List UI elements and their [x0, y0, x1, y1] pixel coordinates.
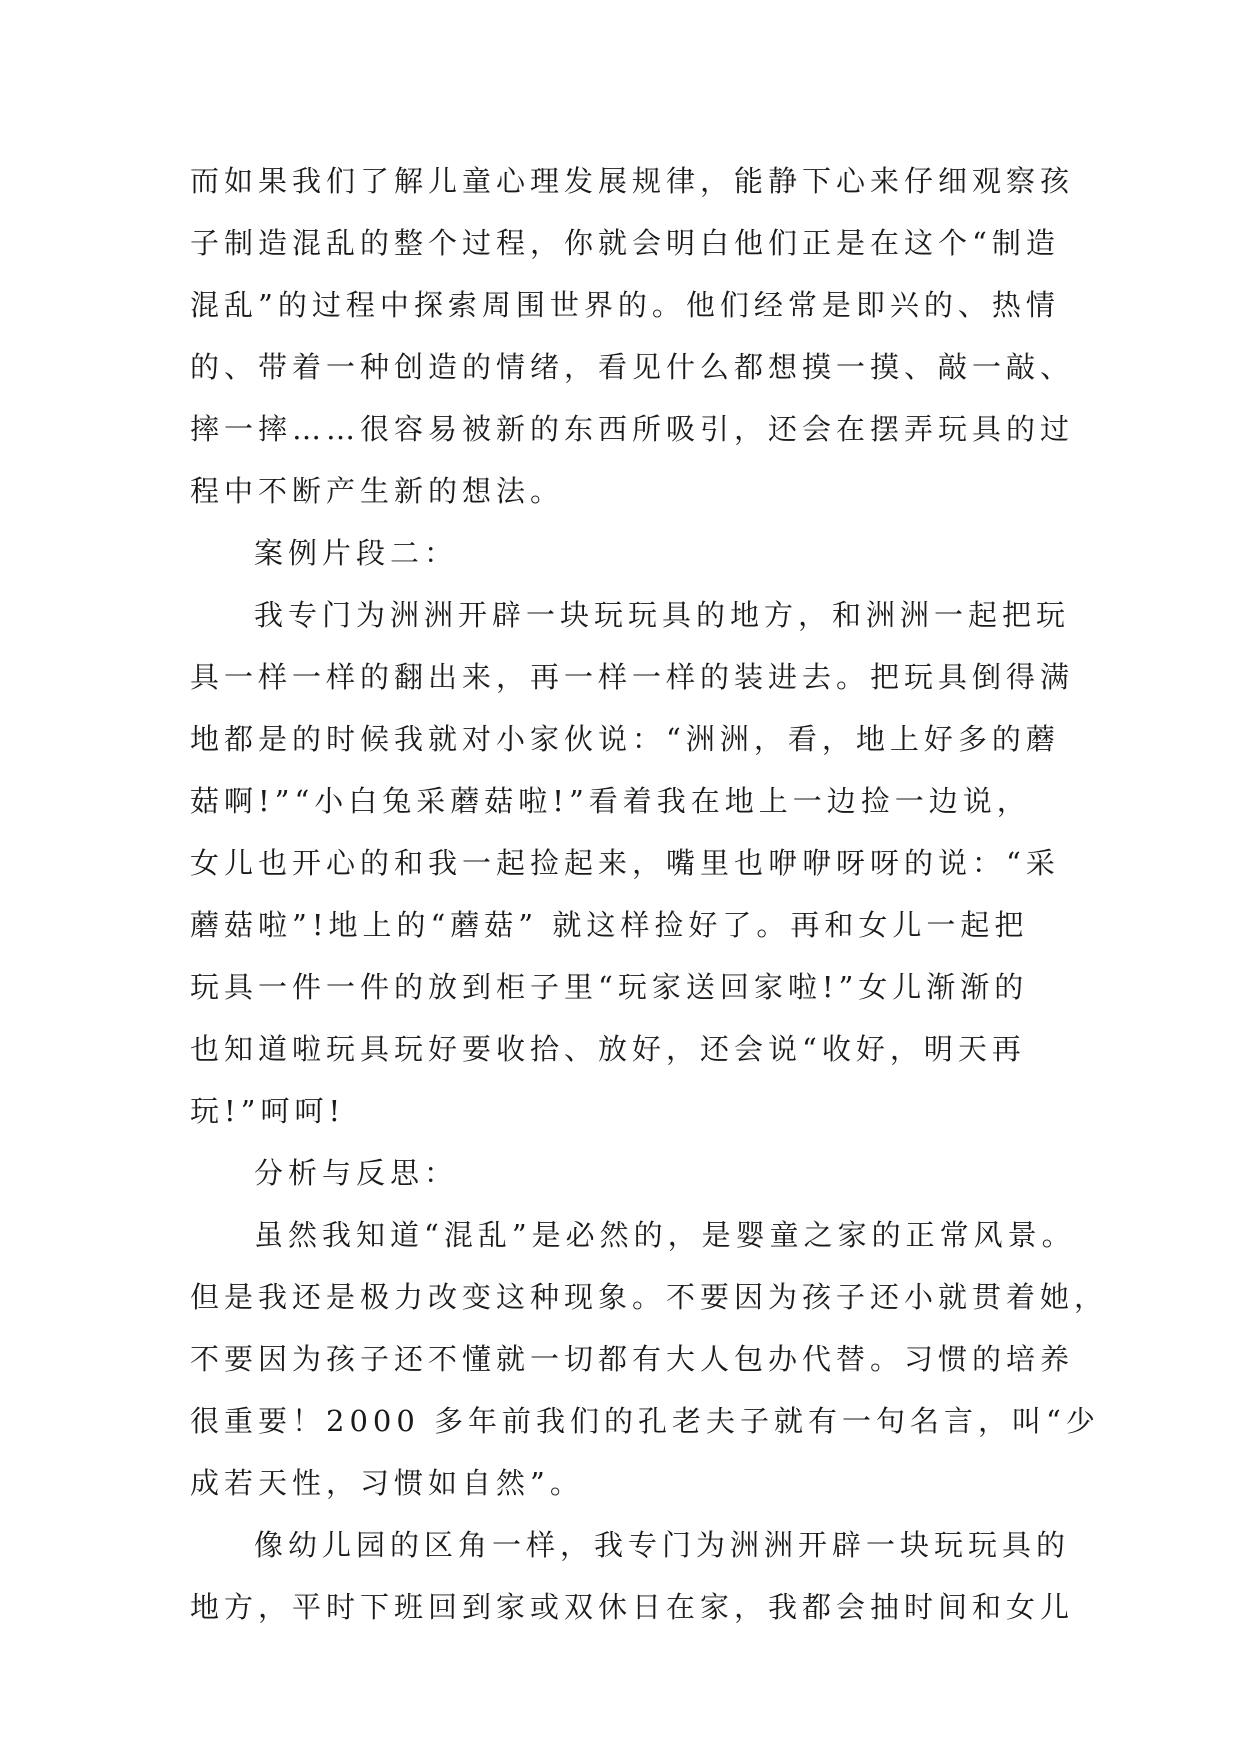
paragraph-line: 不要因为孩子还不懂就一切都有大人包办代替。习惯的培养	[190, 1342, 1075, 1376]
section-heading: 分析与反思：	[254, 1156, 459, 1190]
paragraph-line: 的、带着一种创造的情绪，看见什么都想摸一摸、敲一敲、	[190, 350, 1075, 384]
paragraph-line: 我专门为洲洲开辟一块玩玩具的地方，和洲洲一起把玩	[254, 598, 1071, 632]
paragraph-line: 摔一摔……很容易被新的东西所吸引，还会在摆弄玩具的过	[190, 412, 1075, 446]
paragraph-line: 虽然我知道“混乱”是必然的，是婴童之家的正常风景。	[254, 1218, 1076, 1252]
paragraph-line: 但是我还是极力改变这种现象。不要因为孩子还小就贯着她，	[190, 1280, 1109, 1314]
paragraph-line: 像幼儿园的区角一样，我专门为洲洲开辟一块玩玩具的	[254, 1528, 1071, 1562]
paragraph-line: 具一样一样的翻出来，再一样一样的装进去。把玩具倒得满	[190, 660, 1075, 694]
paragraph-line: 地方，平时下班回到家或双休日在家，我都会抽时间和女儿	[190, 1590, 1075, 1624]
paragraph-line: 成若天性，习惯如自然”。	[190, 1466, 584, 1500]
paragraph-line: 玩!”呵呵!	[190, 1094, 346, 1128]
paragraph-line: 玩具一件一件的放到柜子里“玩家送回家啦!”女儿渐渐的	[190, 970, 1029, 1004]
paragraph-line: 子制造混乱的整个过程，你就会明白他们正是在这个“制造	[190, 226, 1060, 260]
section-heading: 案例片段二：	[254, 536, 459, 570]
paragraph-line: 菇啊!”“小白兔采蘑菇啦!”看着我在地上一边捡一边说，	[190, 784, 1031, 818]
body-text	[190, 150, 1109, 1638]
paragraph-line: 女儿也开心的和我一起捡起来，嘴里也咿咿呀呀的说：“采	[190, 846, 1060, 880]
paragraph-line: 很重要！2000 多年前我们的孔老夫子就有一句名言，叫“少	[190, 1404, 1100, 1438]
paragraph-line: 也知道啦玩具玩好要收拾、放好，还会说“收好，明天再	[190, 1032, 1026, 1066]
paragraph-line: 地都是的时候我就对小家伙说：“洲洲，看，地上好多的蘑	[190, 722, 1060, 756]
paragraph-line: 程中不断产生新的想法。	[190, 474, 565, 508]
paragraph-line: 而如果我们了解儿童心理发展规律，能静下心来仔细观察孩	[190, 164, 1075, 198]
paragraph-line: 蘑菇啦”!地上的“蘑菇” 就这样捡好了。再和女儿一起把	[190, 908, 1029, 942]
paragraph-line: 混乱”的过程中探索周围世界的。他们经常是即兴的、热情	[190, 288, 1060, 322]
